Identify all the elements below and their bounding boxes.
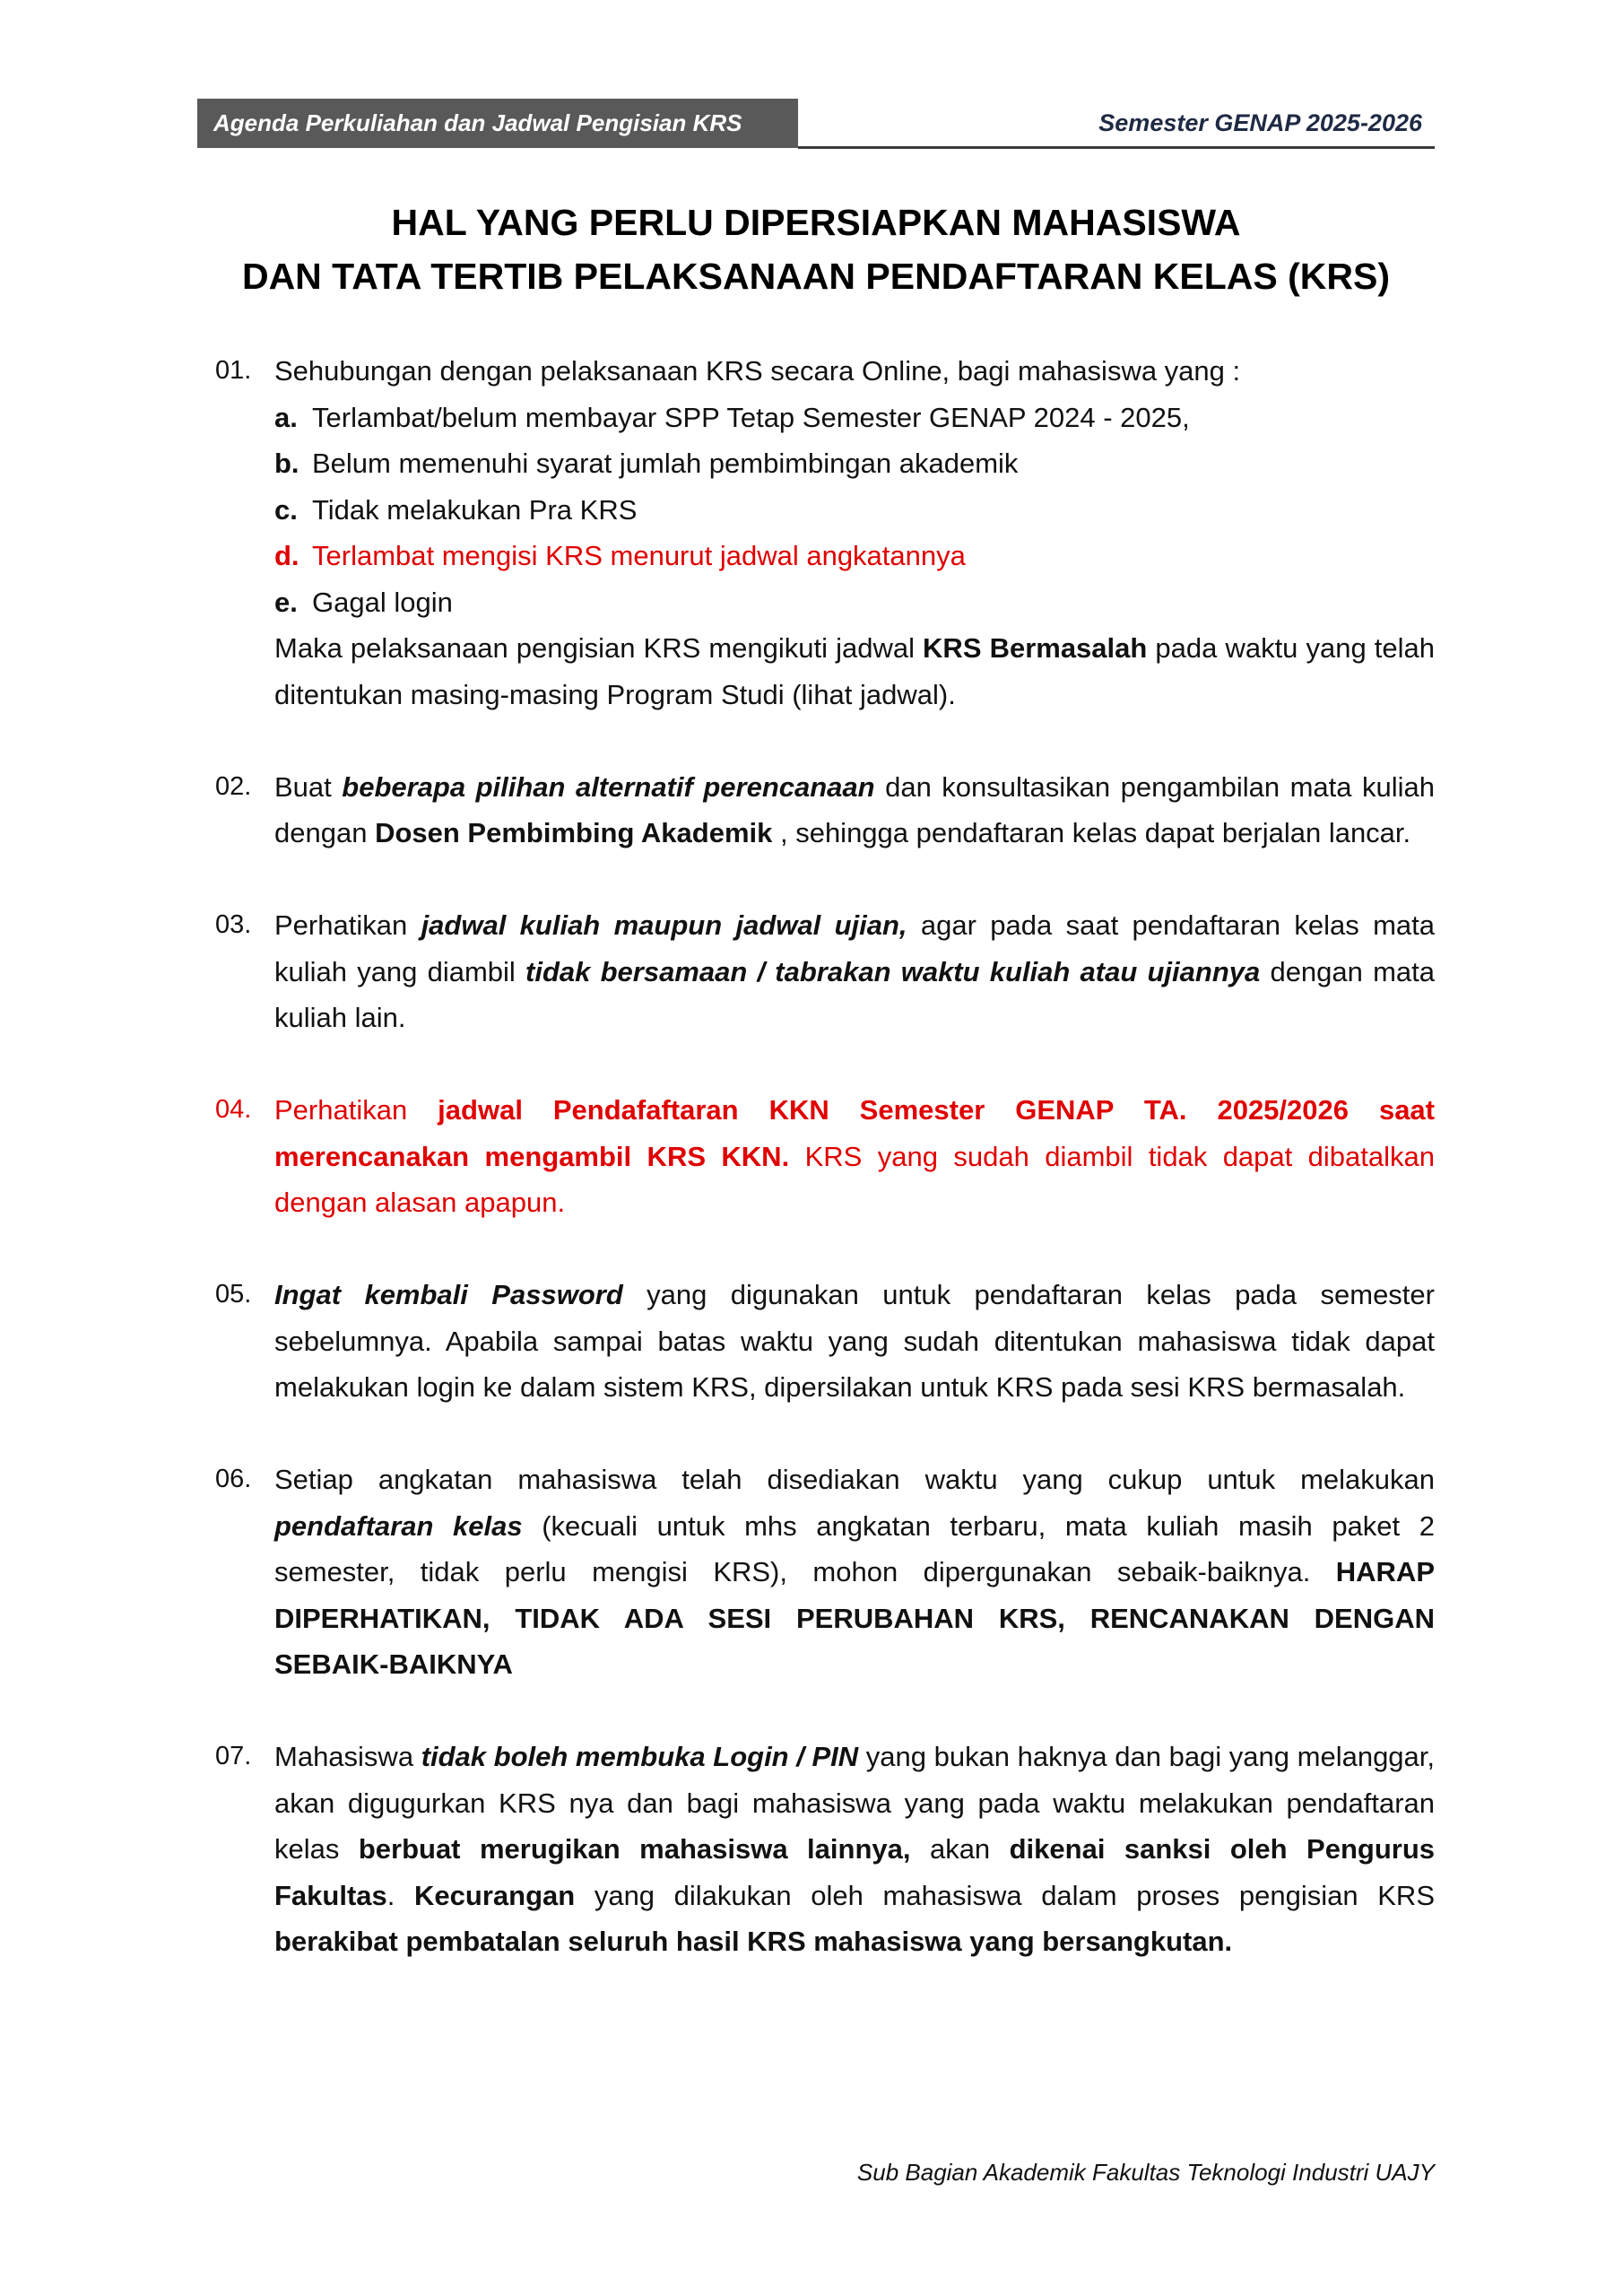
sub-item-d: [274, 533, 1435, 579]
text-run: yang digunakan untuk pendaftaran kelas pada semester sebelumnya. Apabila sampai batas waktu yang sudah ditentukan mahasiswa tidak dapat melakukan login ke dalam sistem KRS, dipersilakan untuk KRS pada sesi KRS bermasalah.: [274, 1279, 1435, 1403]
title-line-1: HAL YANG PERLU DIPERSIAPKAN MAHASISWA: [391, 202, 1241, 243]
rule-outro: [274, 625, 1435, 718]
sub-item-c: [274, 487, 1435, 534]
sub-letter: d.: [274, 540, 299, 571]
text-run: yang dilakukan oleh mahasiswa dalam proses pengisian KRS: [575, 1879, 1435, 1911]
text-run-bold: HARAP DIPERHATIKAN, TIDAK ADA SESI PERUBAHAN KRS, RENCANAKAN DENGAN SEBAIK-BAIKNYA: [274, 1556, 1435, 1680]
sub-letter: a.: [274, 401, 298, 433]
sub-item-b: [274, 440, 1435, 487]
text-run: Setiap angkatan mahasiswa telah disediakan waktu yang cukup untuk melakukan: [274, 1464, 1435, 1495]
header-document-title: Agenda Perkuliahan dan Jadwal Pengisian KRS: [197, 99, 798, 148]
text-run-bold: berakibat pembatalan seluruh hasil KRS mahasiswa yang bersangkutan.: [274, 1926, 1233, 1957]
rule-number: 05.: [215, 1280, 252, 1309]
header-semester: Semester GENAP 2025-2026: [1098, 109, 1422, 136]
text-run: .: [386, 1879, 415, 1911]
text-run-bold-italic: Ingat kembali Password: [274, 1279, 623, 1310]
rule-item-01: [215, 348, 1435, 718]
text-run-bold: berbuat merugikan mahasiswa lainnya,: [358, 1833, 911, 1865]
text-run: pada waktu yang telah ditentukan masing-masing Program Studi (lihat jadwal).: [274, 632, 1436, 710]
text-run-bold-italic: pendaftaran kelas: [274, 1509, 523, 1542]
text-run-bold: dikenai sanksi oleh Pengurus Fakultas: [274, 1833, 1435, 1911]
text-run-bold-italic: jadwal kuliah maupun jadwal ujian,: [421, 909, 907, 941]
sub-letter: c.: [274, 493, 298, 526]
rule-item-05: [215, 1272, 1435, 1411]
rule-item-02: [215, 764, 1435, 857]
rule-number: 02.: [215, 771, 252, 801]
rule-number: 06.: [215, 1465, 252, 1493]
sub-item-e: [274, 579, 1435, 626]
sub-text: Belum memenuhi syarat jumlah pembimbingan akademik: [312, 448, 1019, 479]
text-run: akan: [910, 1833, 1010, 1865]
page-title: [197, 196, 1435, 303]
text-run-bold: KRS Bermasalah: [923, 632, 1148, 664]
sub-letter: e.: [274, 586, 298, 618]
text-run: , sehingga pendaftaran kelas dapat berjalan lancar.: [772, 817, 1411, 848]
text-run: yang bukan haknya dan bagi yang melanggar, akan digugurkan KRS nya dan bagi mahasiswa yang pada waktu melakukan pendaftaran kelas: [274, 1741, 1436, 1865]
rules-list: [215, 348, 1435, 2011]
text-run-bold-italic: beberapa pilihan alternatif perencanaan: [342, 770, 875, 803]
text-run-bold-italic: tidak bersamaan / tabrakan waktu kuliah atau ujiannya: [525, 955, 1261, 987]
rule-item-04: [215, 1087, 1435, 1226]
text-run: Perhatikan: [274, 909, 421, 941]
sub-text: Gagal login: [312, 586, 453, 618]
text-run: Perhatikan: [274, 1094, 438, 1126]
sub-item-a: [274, 395, 1435, 441]
sub-text: Tidak melakukan Pra KRS: [312, 493, 638, 526]
text-run-bold: Kecurangan: [414, 1879, 576, 1911]
text-run: agar pada saat pendaftaran kelas mata kuliah yang diambil: [274, 909, 1435, 987]
text-run: dengan mata kuliah lain.: [274, 955, 1436, 1033]
rule-intro: Sehubungan dengan pelaksanaan KRS secara Online, bagi mahasiswa yang :: [274, 355, 1241, 387]
rule-item-03: [215, 902, 1435, 1041]
text-run: Maka pelaksanaan pengisian KRS mengikuti jadwal: [274, 632, 924, 664]
text-run-bold: jadwal Pendafaftaran KKN Semester GENAP TA. 2025/2026 saat merencanakan mengambil KRS KKN.: [274, 1094, 1435, 1172]
rule-item-06: [215, 1457, 1435, 1688]
rule-number: 01.: [215, 356, 252, 385]
text-run: KRS yang sudah diambil tidak dapat dibatalkan dengan alasan apapun.: [274, 1140, 1436, 1218]
rule-item-07: [215, 1734, 1435, 1965]
text-run-bold-italic: tidak boleh membuka Login / PIN: [421, 1741, 859, 1772]
page-header: [197, 99, 1435, 148]
title-line-2: DAN TATA TERTIB PELAKSANAAN PENDAFTARAN KELAS (KRS): [241, 256, 1391, 297]
rule-number: 04.: [215, 1095, 252, 1124]
text-run: Buat: [274, 770, 343, 803]
rule-number: 03.: [215, 910, 252, 939]
rule-number: 07.: [215, 1742, 252, 1770]
text-run: dan konsultasikan pengambilan mata kuliah dengan: [274, 770, 1436, 848]
sub-text: Terlambat/belum membayar SPP Tetap Semester GENAP 2024 - 2025,: [312, 401, 1190, 433]
page-footer: Sub Bagian Akademik Fakultas Teknologi Industri UAJY: [856, 2159, 1435, 2186]
sub-letter: b.: [274, 448, 299, 479]
text-run: (kecuali untuk mhs angkatan terbaru, mata kuliah masih paket 2 semester, tidak perlu mengisi KRS), mohon dipergunakan sebaik-baiknya.: [274, 1509, 1436, 1587]
text-run-bold: Dosen Pembimbing Akademik: [375, 817, 773, 848]
sub-text: Terlambat mengisi KRS menurut jadwal angkatannya: [312, 540, 966, 571]
text-run: Mahasiswa: [274, 1741, 421, 1772]
